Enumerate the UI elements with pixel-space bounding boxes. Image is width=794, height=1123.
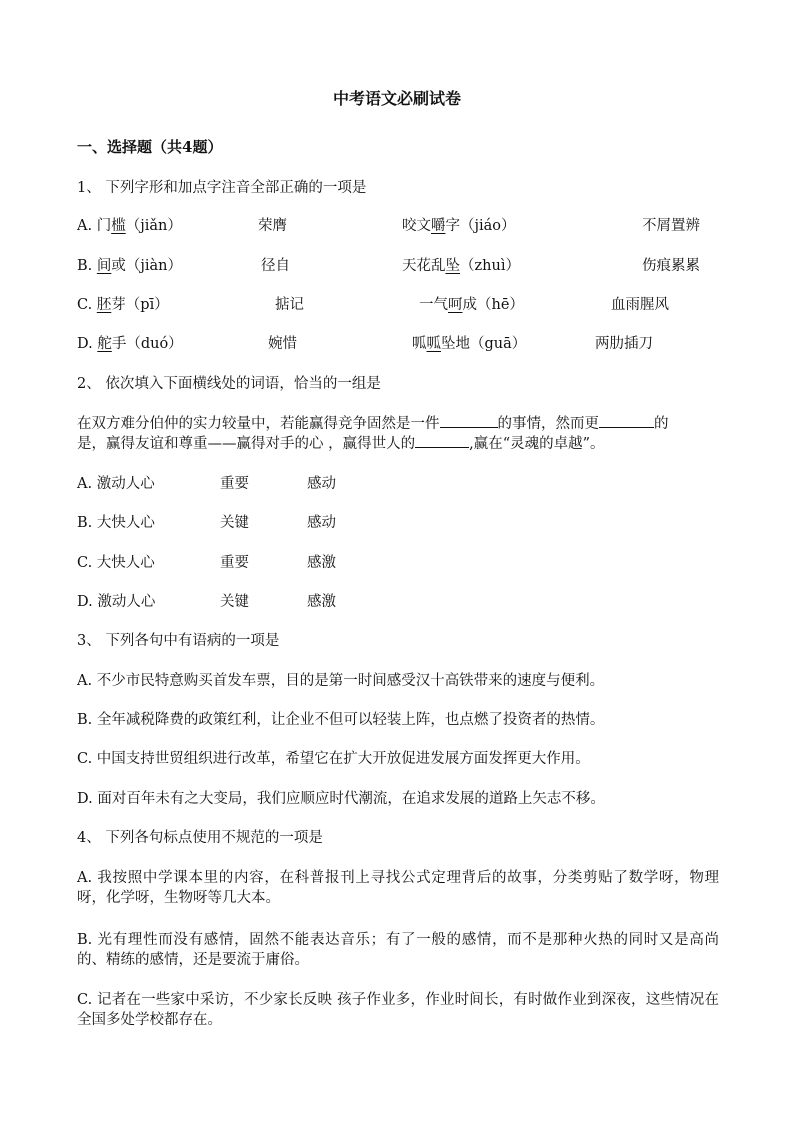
q1-b-word-3: 天花乱坠（zhuì） <box>402 258 520 274</box>
q2-a-w3: 感动 <box>307 476 336 492</box>
q1-c-word-3: 一气呵成（hē） <box>419 297 524 313</box>
section-heading: 一、选择题（共4题） <box>77 138 223 156</box>
q2-passage-line-1: 在双方难分伯仲的实力较量中，若能赢得竞争固然是一件 的事情，然而更 的 <box>77 413 669 434</box>
q4-option-a[interactable]: A. 我按照中学课本里的内容，在科普报刊上寻找公式定理背后的故事，分类剪贴了数学呀，物理呀，化学呀，生物呀等几大本。 <box>77 870 719 906</box>
q2-c-w2: 重要 <box>220 555 249 571</box>
q2-passage-line-2: 是，赢得友谊和尊重——赢得对手的心 ，赢得世人的 ,赢在“灵魂的卓越”。 <box>77 433 605 454</box>
q1-option-d[interactable]: D. 舵手（duó） <box>77 336 183 352</box>
q2-a-w2: 重要 <box>220 476 249 492</box>
q2-d-w2: 关键 <box>220 594 249 610</box>
q2-d-w3: 感激 <box>307 594 336 610</box>
question-2-stem: 2、 依次填入下面横线处的词语，恰当的一组是 <box>77 376 381 392</box>
q1-b-word-2: 径自 <box>261 258 290 274</box>
q3-option-c[interactable]: C. 中国支持世贸组织进行改革，希望它在扩大开放促进发展方面发挥更大作用。 <box>77 751 590 767</box>
q2-c-w3: 感激 <box>307 555 336 571</box>
q4-option-b[interactable]: B. 光有理性而没有感情，固然不能表达音乐；有了一般的感情，而不是那种火热的同时又是高尚的、精练的感情，还是要流于庸俗。 <box>77 932 719 968</box>
q1-a-word-2: 荣膺 <box>258 218 287 234</box>
q1-d-word-2: 婉惜 <box>268 336 297 352</box>
q1-a-word-4: 不屑置辨 <box>642 218 700 234</box>
q4-option-c[interactable]: C. 记者在一些家中采访，不少家长反映 孩子作业多，作业时间长，有时做作业到深夜，这些情况在全国多处学校都存在。 <box>77 992 719 1028</box>
blank-3 <box>415 433 469 448</box>
q2-b-w2: 关键 <box>220 515 249 531</box>
option-label: C. <box>77 297 93 313</box>
question-3-stem: 3、 下列各句中有语病的一项是 <box>77 633 280 649</box>
q3-option-b[interactable]: B. 全年减税降费的政策红利，让企业不但可以轻装上阵，也点燃了投资者的热情。 <box>77 712 605 728</box>
q1-c-word-4: 血雨腥风 <box>611 297 669 313</box>
question-1-stem: 1、 下列字形和加点字注音全部正确的一项是 <box>77 180 367 196</box>
q1-d-word-4: 两肋插刀 <box>595 336 653 352</box>
blank-1 <box>440 413 498 428</box>
q1-b-word-4: 伤痕累累 <box>642 258 700 274</box>
q1-c-word-2: 掂记 <box>275 297 304 313</box>
q1-option-a[interactable]: A. 门槛（jiǎn） <box>77 218 182 234</box>
page-title: 中考语文必刷试卷 <box>332 89 461 108</box>
option-label: D. <box>77 336 93 352</box>
q2-option-b[interactable]: B. 大快人心 <box>77 515 155 531</box>
q2-b-w3: 感动 <box>307 515 336 531</box>
q2-option-d[interactable]: D. 激动人心 <box>77 594 156 610</box>
q2-option-a[interactable]: A. 激动人心 <box>77 476 155 492</box>
option-label: B. <box>77 258 93 274</box>
q3-option-d[interactable]: D. 面对百年未有之大变局，我们应顺应时代潮流，在追求发展的道路上矢志不移。 <box>77 791 605 807</box>
q2-option-c[interactable]: C. 大快人心 <box>77 555 155 571</box>
blank-2 <box>599 413 654 428</box>
q1-a-word-3: 咬文嚼字（jiáo） <box>402 218 516 234</box>
q3-option-a[interactable]: A. 不少市民特意购买首发车票，目的是第一时间感受汉十高铁带来的速度与便利。 <box>77 673 605 689</box>
q1-d-word-3: 呱呱坠地（guā） <box>412 336 527 352</box>
q1-option-c[interactable]: C. 胚芽（pī） <box>77 297 169 313</box>
option-label: A. <box>77 218 93 234</box>
q1-option-b[interactable]: B. 间或（jiàn） <box>77 258 182 274</box>
question-4-stem: 4、 下列各句标点使用不规范的一项是 <box>77 830 323 846</box>
